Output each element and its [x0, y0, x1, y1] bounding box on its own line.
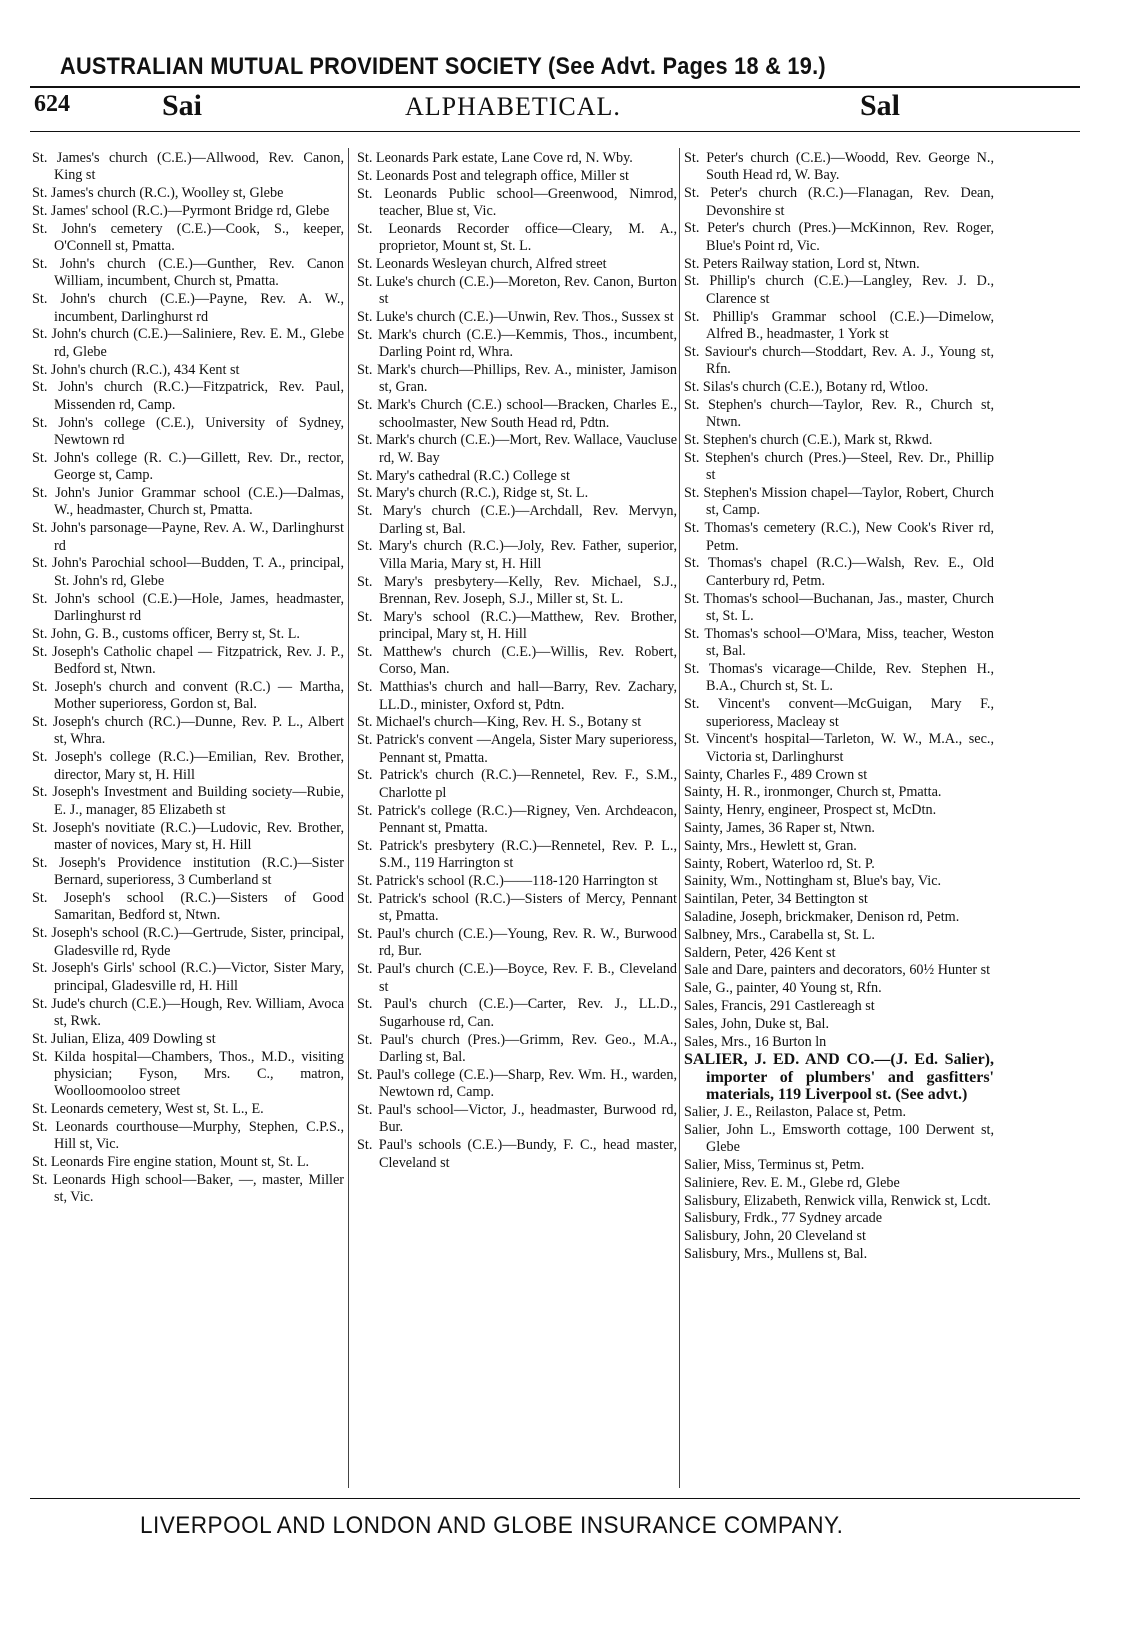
- directory-entry: Salbney, Mrs., Carabella st, St. L.: [684, 926, 875, 943]
- running-head: [30, 89, 1080, 131]
- directory-entry: St. Phillip's church (C.E.)—Langley, Rev. J. D., Clarence st: [684, 273, 994, 307]
- directory-entry: St. Mary's presbytery—Kelly, Rev. Michael, S.J., Brennan, Rev. Joseph, S.J., Miller st, St. L.: [357, 573, 677, 608]
- page-number: 624: [34, 91, 70, 117]
- directory-entry: Sales, Francis, 291 Castlereagh st: [684, 998, 875, 1014]
- directory-entry: St. James's church (R.C.), Woolley st, Glebe: [32, 185, 284, 202]
- directory-entry: Saldern, Peter, 426 Kent st: [684, 944, 836, 961]
- directory-entry: St. Joseph's novitiate (R.C.)—Ludovic, Rev. Brother, master of novices, Mary st, H. Hill: [32, 819, 344, 854]
- directory-entry: St. Michael's church—King, Rev. H. S., Botany st: [357, 714, 642, 731]
- directory-entry: Salisbury, Elizabeth, Renwick villa, Renwick st, Lcdt.: [684, 1192, 991, 1209]
- directory-entry: St. John's church (C.E.)—Payne, Rev. A. W., incumbent, Darlinghurst rd: [32, 291, 344, 325]
- footer-advertisement: LIVERPOOL AND LONDON AND GLOBE INSURANCE COMPANY.: [140, 1512, 844, 1539]
- directory-entry: St. Stephen's Mission chapel—Taylor, Robert, Church st, Camp.: [684, 485, 994, 519]
- directory-entry: St. Joseph's Catholic chapel — Fitzpatrick, Rev. J. P., Bedford st, Ntwn.: [32, 643, 344, 678]
- directory-entry: Salier, John L., Emsworth cottage, 100 Derwent st, Glebe: [684, 1121, 994, 1156]
- directory-entry: St. Leonards Wesleyan church, Alfred street: [357, 256, 607, 272]
- directory-entry: St. James's church (C.E.)—Allwood, Rev. Canon, King st: [32, 150, 344, 184]
- directory-entry: Salier, Miss, Terminus st, Petm.: [684, 1157, 865, 1173]
- directory-entry: St. Leonards Public school—Greenwood, Nimrod, teacher, Blue st, Vic.: [357, 185, 677, 219]
- directory-entry: St. John's church (R.C.), 434 Kent st: [32, 361, 240, 378]
- directory-entry: St. Stephen's church—Taylor, Rev. R., Church st, Ntwn.: [684, 396, 994, 431]
- directory-entry: St. Thomas's vicarage—Childe, Rev. Stephen H., B.A., Church st, St. L.: [684, 661, 994, 695]
- directory-entry: St. Luke's church (C.E.)—Unwin, Rev. Thos., Sussex st: [357, 309, 674, 325]
- directory-entry: St. Stephen's church (C.E.), Mark st, Rkwd.: [684, 432, 933, 449]
- directory-entry: St. Jude's church (C.E.)—Hough, Rev. William, Avoca st, Rwk.: [32, 995, 344, 1030]
- directory-entry: Sales, Mrs., 16 Burton ln: [684, 1033, 827, 1050]
- directory-entry: St. Vincent's convent—McGuigan, Mary F., superioress, Macleay st: [684, 696, 994, 730]
- directory-entry: Saladine, Joseph, brickmaker, Denison rd, Petm.: [684, 909, 960, 926]
- directory-entry: SALIER, J. ED. AND CO.—(J. Ed. Salier), importer of plumbers' and gasfitters' materials, 119 Liverpool st. (See advt.): [684, 1051, 994, 1104]
- column-2: [357, 150, 677, 1490]
- directory-entry: St. Paul's college (C.E.)—Sharp, Rev. Wm. H., warden, Newtown rd, Camp.: [357, 1066, 677, 1101]
- directory-entry: St. Paul's school—Victor, J., headmaster, Burwood rd, Bur.: [357, 1102, 677, 1136]
- directory-entry: St. Leonards Park estate, Lane Cove rd, N. Wby.: [357, 150, 633, 166]
- directory-entry: St. Leonards courthouse—Murphy, Stephen, C.P.S., Hill st, Vic.: [32, 1119, 344, 1153]
- directory-entry: Sale and Dare, painters and decorators, 60½ Hunter st: [684, 962, 991, 979]
- column-divider: [679, 148, 680, 1488]
- directory-entry: St. Joseph's church (RC.)—Dunne, Rev. P. L., Albert st, Whra.: [32, 714, 344, 748]
- directory-entry: St. Peters Railway station, Lord st, Ntwn.: [684, 255, 920, 272]
- directory-entry: Sainty, Charles F., 489 Crown st: [684, 766, 868, 783]
- column-divider: [348, 148, 349, 1488]
- directory-entry: St. Thomas's school—Buchanan, Jas., master, Church st, St. L.: [684, 590, 994, 625]
- column-3: [684, 150, 994, 1490]
- directory-entry: St. Leonards Recorder office—Cleary, M. A., proprietor, Mount st, St. L.: [357, 220, 677, 255]
- directory-entry: St. Paul's church (C.E.)—Boyce, Rev. F. B., Cleveland st: [357, 961, 677, 995]
- directory-entry: St. Silas's church (C.E.), Botany rd, Wtloo.: [684, 379, 929, 396]
- directory-entry: St. John's church (R.C.)—Fitzpatrick, Rev. Paul, Missenden rd, Camp.: [32, 379, 344, 413]
- directory-entry: St. Mary's church (R.C.)—Joly, Rev. Father, superior, Villa Maria, Mary st, H. Hill: [357, 538, 677, 572]
- directory-entry: St. Peter's church (R.C.)—Flanagan, Rev. Dean, Devonshire st: [684, 185, 994, 219]
- directory-entry: Sainty, H. R., ironmonger, Church st, Pmatta.: [684, 784, 942, 801]
- directory-entry: St. Paul's church (C.E.)—Carter, Rev. J., LL.D., Sugarhouse rd, Can.: [357, 996, 677, 1030]
- directory-entry: St. Saviour's church—Stoddart, Rev. A. J., Young st, Rfn.: [684, 343, 994, 378]
- directory-entry: St. Julian, Eliza, 409 Dowling st: [32, 1030, 216, 1047]
- directory-entry: St. Stephen's church (Pres.)—Steel, Rev. Dr., Phillip st: [684, 449, 994, 484]
- directory-entry: St. Mary's church (C.E.)—Archdall, Rev. Mervyn, Darling st, Bal.: [357, 503, 677, 537]
- directory-entry: St. John's school (C.E.)—Hole, James, headmaster, Darlinghurst rd: [32, 590, 344, 625]
- directory-entry: St. Paul's schools (C.E.)—Bundy, F. C., head master, Cleveland st: [357, 1137, 677, 1171]
- directory-entry: St. Mark's church (C.E.)—Mort, Rev. Wallace, Vaucluse rd, W. Bay: [357, 432, 677, 466]
- column-1: [32, 150, 344, 1490]
- directory-entry: St. Vincent's hospital—Tarleton, W. W., M.A., sec., Victoria st, Darlinghurst: [684, 731, 994, 765]
- directory-entry: St. John's church (C.E.)—Gunther, Rev. Canon William, incumbent, Church st, Pmatta.: [32, 256, 344, 290]
- directory-entry: St. Mark's Church (C.E.) school—Bracken, Charles E., schoolmaster, New South Head rd, Pdtn.: [357, 397, 677, 431]
- directory-entry: St. Paul's church (C.E.)—Young, Rev. R. W., Burwood rd, Bur.: [357, 926, 677, 960]
- directory-entry: Saintilan, Peter, 34 Bettington st: [684, 891, 868, 908]
- directory-entry: St. Leonards High school—Baker, —, master, Miller st, Vic.: [32, 1172, 344, 1206]
- directory-entry: St. Luke's church (C.E.)—Moreton, Rev. Canon, Burton st: [357, 273, 677, 308]
- directory-entry: St. Joseph's church and convent (R.C.) — Martha, Mother superioress, Gordon st, Bal.: [32, 678, 344, 713]
- head-rule: [30, 131, 1080, 132]
- directory-entry: Sainity, Wm., Nottingham st, Blue's bay, Vic.: [684, 873, 942, 890]
- directory-entry: St. Patrick's school (R.C.)——118-120 Harrington st: [357, 873, 658, 890]
- directory-entry: St. Mary's church (R.C.), Ridge st, St. L.: [357, 485, 589, 502]
- directory-entry: Sainty, Mrs., Hewlett st, Gran.: [684, 837, 857, 854]
- directory-entry: St. John's church (C.E.)—Saliniere, Rev. E. M., Glebe rd, Glebe: [32, 326, 344, 360]
- directory-entry: St. John's college (R. C.)—Gillett, Rev. Dr., rector, George st, Camp.: [32, 449, 344, 484]
- left-index-tab: Sai: [162, 89, 203, 122]
- directory-entry: St. Joseph's Investment and Building society—Rubie, E. J., manager, 85 Elizabeth st: [32, 784, 344, 818]
- directory-entry: St. John's Junior Grammar school (C.E.)—Dalmas, W., headmaster, Church st, Pmatta.: [32, 485, 344, 519]
- advertisement-banner: AUSTRALIAN MUTUAL PROVIDENT SOCIETY (See Advt. Pages 18 & 19.): [60, 53, 826, 80]
- directory-entry: St. Leonards Fire engine station, Mount st, St. L.: [32, 1154, 310, 1171]
- directory-entry: St. Joseph's Girls' school (R.C.)—Victor, Sister Mary, principal, Gladesville rd, H. Hill: [32, 960, 344, 994]
- directory-entry: Salier, J. E., Reilaston, Palace st, Petm.: [684, 1104, 907, 1120]
- directory-entry: St. John's cemetery (C.E.)—Cook, S., keeper, O'Connell st, Pmatta.: [32, 220, 344, 255]
- directory-entry: St. Mark's church (C.E.)—Kemmis, Thos., incumbent, Darling Point rd, Whra.: [357, 326, 677, 361]
- directory-entry: Sales, John, Duke st, Bal.: [684, 1015, 830, 1032]
- directory-entry: St. Joseph's Providence institution (R.C.)—Sister Bernard, superioress, 3 Cumberland st: [32, 854, 344, 889]
- directory-entry: Salisbury, Mrs., Mullens st, Bal.: [684, 1245, 868, 1262]
- directory-entry: St. Joseph's school (R.C.)—Gertrude, Sister, principal, Gladesville rd, Ryde: [32, 925, 344, 959]
- directory-entry: St. Joseph's college (R.C.)—Emilian, Rev. Brother, director, Mary st, H. Hill: [32, 749, 344, 783]
- directory-entry: St. Mark's church—Phillips, Rev. A., minister, Jamison st, Gran.: [357, 362, 677, 396]
- directory-entry: St. John's Parochial school—Budden, T. A., principal, St. John's rd, Glebe: [32, 555, 344, 589]
- directory-entry: St. Mary's school (R.C.)—Matthew, Rev. Brother, principal, Mary st, H. Hill: [357, 608, 677, 643]
- directory-entry: St. Patrick's college (R.C.)—Rigney, Ven. Archdeacon, Pennant st, Pmatta.: [357, 802, 677, 837]
- directory-entry: St. Patrick's presbytery (R.C.)—Rennetel, Rev. P. L., S.M., 119 Harrington st: [357, 837, 677, 872]
- directory-entry: St. Peter's church (Pres.)—McKinnon, Rev. Roger, Blue's Point rd, Vic.: [684, 220, 994, 254]
- directory-entry: St. Peter's church (C.E.)—Woodd, Rev. George N., South Head rd, W. Bay.: [684, 150, 994, 184]
- directory-entry: Sainty, Robert, Waterloo rd, St. P.: [684, 855, 875, 872]
- directory-entry: St. Paul's church (Pres.)—Grimm, Rev. Geo., M.A., Darling st, Bal.: [357, 1031, 677, 1066]
- page-title: ALPHABETICAL.: [405, 92, 621, 121]
- directory-entry: St. Thomas's cemetery (R.C.), New Cook's River rd, Petm.: [684, 520, 994, 554]
- directory-entry: Saliniere, Rev. E. M., Glebe rd, Glebe: [684, 1174, 900, 1191]
- directory-entry: Sale, G., painter, 40 Young st, Rfn.: [684, 980, 882, 997]
- directory-entry: Salisbury, Frdk., 77 Sydney arcade: [684, 1210, 883, 1227]
- directory-entry: St. Mary's cathedral (R.C.) College st: [357, 467, 570, 484]
- directory-entry: St. Patrick's convent —Angela, Sister Mary superioress, Pennant st, Pmatta.: [357, 732, 677, 766]
- directory-entry: St. John's college (C.E.), University of Sydney, Newtown rd: [32, 414, 344, 449]
- directory-entry: St. Joseph's school (R.C.)—Sisters of Good Samaritan, Bedford st, Ntwn.: [32, 890, 344, 924]
- banner-rule: [30, 86, 1080, 88]
- directory-entry: St. John's parsonage—Payne, Rev. A. W., Darlinghurst rd: [32, 520, 344, 554]
- directory-entry: Salisbury, John, 20 Cleveland st: [684, 1228, 866, 1245]
- directory-entry: St. Matthias's church and hall—Barry, Rev. Zachary, LL.D., minister, Oxford st, Pdtn.: [357, 679, 677, 713]
- right-index-tab: Sal: [860, 89, 901, 122]
- directory-entry: St. Thomas's school—O'Mara, Miss, teacher, Weston st, Bal.: [684, 625, 994, 660]
- directory-entry: St. James' school (R.C.)—Pyrmont Bridge rd, Glebe: [32, 203, 330, 219]
- directory-entry: St. Thomas's chapel (R.C.)—Walsh, Rev. E., Old Canterbury rd, Petm.: [684, 555, 994, 589]
- directory-entry: St. Matthew's church (C.E.)—Willis, Rev. Robert, Corso, Man.: [357, 644, 677, 678]
- directory-entry: St. Patrick's school (R.C.)—Sisters of Mercy, Pennant st, Pmatta.: [357, 890, 677, 925]
- directory-entry: Sainty, Henry, engineer, Prospect st, McDtn.: [684, 802, 937, 819]
- directory-entry: St. Phillip's Grammar school (C.E.)—Dimelow, Alfred B., headmaster, 1 York st: [684, 308, 994, 343]
- directory-entry: St. Leonards Post and telegraph office, Miller st: [357, 167, 630, 184]
- directory-entry: Sainty, James, 36 Raper st, Ntwn.: [684, 820, 875, 837]
- directory-entry: St. Kilda hospital—Chambers, Thos., M.D., visiting physician; Fyson, Mrs. C., matron, Woolloomooloo street: [32, 1048, 344, 1100]
- directory-entry: St. Leonards cemetery, West st, St. L., E.: [32, 1101, 264, 1118]
- directory-entry: St. John, G. B., customs officer, Berry st, St. L.: [32, 625, 300, 642]
- directory-entry: St. Patrick's church (R.C.)—Rennetel, Rev. F., S.M., Charlotte pl: [357, 767, 677, 801]
- footer-rule: [30, 1498, 1080, 1499]
